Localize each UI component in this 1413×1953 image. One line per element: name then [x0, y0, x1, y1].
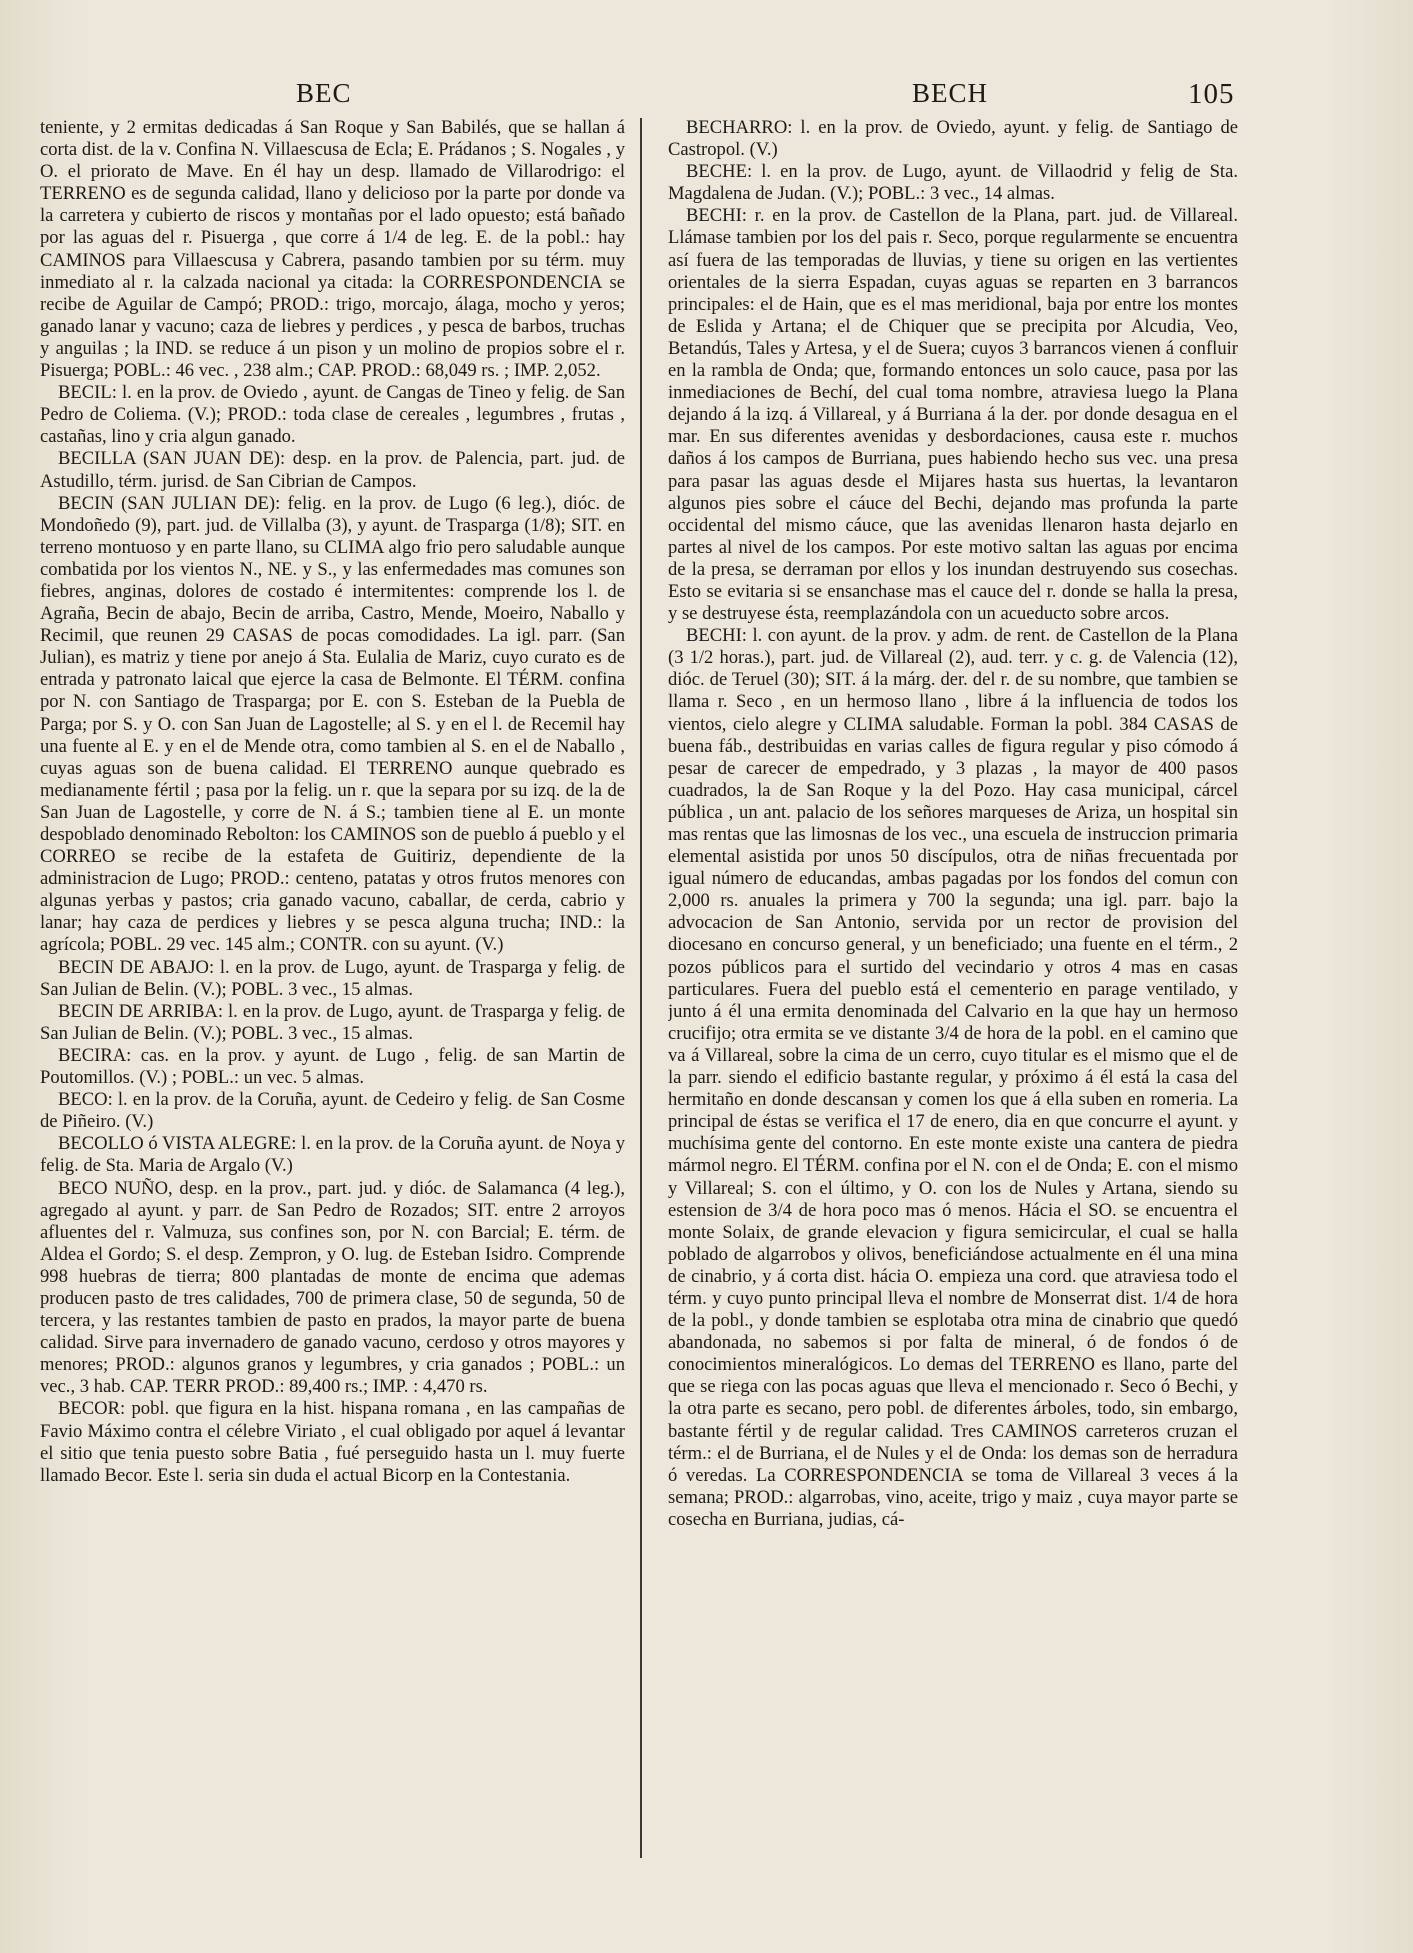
- column-divider: [640, 118, 642, 1858]
- left-column: [40, 117, 625, 1917]
- entry-becin: BECIN (SAN JULIAN DE): felig. en la prov. de Lugo (6 leg.), dióc. de Mondoñedo (9), part. jud. de Villalba (3), y ayunt. de Trasparga (1/8); SIT. en terreno montuoso y en parte llano, su CLIMA algo frio pero saludable aunque combatida por los vientos N., NE. y S., y las enfermedades mas comunes son fiebres, anginas, dolores de costado é intermitentes: comprende los l. de Agraña, Becin de abajo, Becin de arriba, Castro, Mende, Moeiro, Naballo y Recimil, que reunen 29 CASAS de pocas comodidades. La igl. parr. (San Julian), es matriz y tiene por anejo á Sta. Eulalia de Mariz, cuyo curato es de entrada y patronato laical que ejerce la casa de Belmonte. El TÉRM. confina por N. con Santiago de Trasparga; por E. con S. Esteban de la Puebla de Parga; por S. y O. con San Juan de Lagostelle; al S. y en el l. de Recemil hay una fuente al E. y en el de Mende otra, como tambien al S. en el de Naballo , cuyas aguas son de buena calidad. El TERRENO aunque quebrado es medianamente fértil ; pasa por la felig. un r. que la separa por su izq. de la de San Juan de Lagostelle, y corre de N. á S.; tambien tiene al E. un monte despoblado denominado Rebolton: los CAMINOS son de pueblo á pueblo y el CORREO se recibe de la estafeta de Guitiriz, dependiente de la administracion de Lugo; PROD.: centeno, patatas y otros frutos menores con algunas yerbas y pastos; cria ganado vacuno, caballar, de cerda, cabrio y lanar; hay caza de perdices y liebres y se pesca alguna trucha; IND.: la agrícola; POBL. 29 vec. 145 alm.; CONTR. con su ayunt. (V.): [40, 492, 625, 956]
- entry-continuation: teniente, y 2 ermitas dedicadas á San Roque y San Babilés, que se hallan á corta dist. de la v. Confina N. Villaescusa de Ecla; E. Prádanos ; S. Nogales , y O. el priorato de Mave. En él hay un desp. llamado de Villarodrigo: el TERRENO es de segunda calidad, llano y delicioso por la parte por donde va la carretera y cubierto de riscos y montañas por el lado opuesto; está bañado por las aguas del r. Pisuerga , que corre á 1/4 de leg. E. de la pobl.: hay CAMINOS para Villaescusa y Cabrera, pasando tambien por su térm. muy inmediato al r. la calzada nacional ya citada: la CORRESPONDENCIA se recibe de Aguilar de Campó; PROD.: trigo, morcajo, álaga, mocho y yeros; ganado lanar y vacuno; caza de liebres y perdices , y pesca de barbos, truchas y anguilas ; la IND. se reduce á un pison y un molino de propios sobre el r. Pisuerga; POBL.: 46 vec. , 238 alm.; CAP. PROD.: 68,049 rs. ; IMP. 2,052.: [40, 117, 625, 382]
- entry-becollo: BECOLLO ó VISTA ALEGRE: l. en la prov. de la Coruña ayunt. de Noya y felig. de Sta. Maria de Argalo (V.): [40, 1133, 625, 1177]
- entry-beco-nuno: BECO NUÑO, desp. en la prov., part. jud. y dióc. de Salamanca (4 leg.), agregado al ayunt. y parr. de San Pedro de Rozados; SIT. entre 2 arroyos afluentes del r. Valmuza, sus confines son, por N. con Barcial; E. térm. de Aldea el Gordo; S. el desp. Zempron, y O. lug. de Esteban Isidro. Comprende 998 huebras de tierra; 800 plantadas de monte de encima que ademas producen pasto de tres calidades, 700 de primera clase, 50 de segunda, 50 de tercera, y las restantes tambien de pasto en prados, la mayor parte de buena calidad. Sirve para invernadero de ganado vacuno, cerdoso y otros mayores y menores; PROD.: algunos granos y legumbres, y cria ganados ; POBL.: un vec., 3 hab. CAP. TERR PROD.: 89,400 rs.; IMP. : 4,470 rs.: [40, 1177, 625, 1398]
- entry-becor: BECOR: pobl. que figura en la hist. hispana romana , en las campañas de Favio Máximo contra el célebre Viriato , el cual obligado por aquel á levantar el sitio que tenia puesto sobre Batia , fué perseguido hasta un l. muy fuerte llamado Becor. Este l. seria sin duda el actual Bicorp en la Contestania.: [40, 1398, 625, 1486]
- entry-beche: BECHE: l. en la prov. de Lugo, ayunt. de Villaodrid y felig de Sta. Magdalena de Judan. (V.); POBL.: 3 vec., 14 almas.: [668, 161, 1238, 205]
- entry-becira: BECIRA: cas. en la prov. y ayunt. de Lugo , felig. de san Martin de Poutomillos. (V.) ; POBL.: un vec. 5 almas.: [40, 1044, 625, 1089]
- entry-becil: BECIL: l. en la prov. de Oviedo , ayunt. de Cangas de Tineo y felig. de San Pedro de Coliema. (V.); PROD.: toda clase de cereales , legumbres , frutas , castañas, lino y cria algun ganado.: [40, 382, 625, 448]
- entry-becilla: BECILLA (SAN JUAN DE): desp. en la prov. de Palencia, part. jud. de Astudillo, térm. jurisd. de San Cibrian de Campos.: [40, 448, 625, 492]
- entry-becin-de-arriba: BECIN DE ARRIBA: l. en la prov. de Lugo, ayunt. de Trasparga y felig. de San Julian de Belin. (V.); POBL. 3 vec., 15 almas.: [40, 1000, 625, 1044]
- entry-becharro: BECHARRO: l. en la prov. de Oviedo, ayunt. y felig. de Santiago de Castropol. (V.): [668, 117, 1238, 161]
- entry-bechi-town: BECHI: l. con ayunt. de la prov. y adm. de rent. de Castellon de la Plana (3 1/2 horas.), part. jud. de Villareal (2), aud. terr. y c. g. de Valencia (12), dióc. de Teruel (30); SIT. á la márg. der. del r. de su nombre, que tambien se llama r. Seco , en un hermoso llano , libre á la influencia de todos los vientos, cielo alegre y CLIMA saludable. Forman la pobl. 384 CASAS de buena fáb., destribuidas en varias calles de figura regular y piso cómodo á pesar de carecer de empedrado, y 3 plazas , la mayor de 400 pasos cuadrados, la de San Roque y la del Pozo. Hay casa municipal, cárcel pública , un ant. palacio de los señores marqueses de Ariza, un hospital sin mas rentas que las limosnas de los vec., una escuela de instruccion primaria elemental asistida por unos 50 discípulos, otra de niñas frecuentada por igual número de educandas, ambas pagadas por los fondos del comun con 2,000 rs. anuales la primera y 700 la segunda; una igl. parr. bajo la advocacion de San Antonio, servida por un rector de provision del diocesano en concurso general, y un beneficiado; una fuente en el térm., 2 pozos públicos para el surtido del vecindario y otros 4 mas en casas particulares. Fuera del pueblo está el cementerio en parage ventilado, y junto á él una ermita denominada del Calvario en la que hay un hermoso crucifijo; otra ermita se ve distante 3/4 de hora de la pobl. en el camino que va á Villareal, sobre la cima de un cerro, cuyo titular es el mismo que el de la parr. siendo el edificio bastante regular, y próximo á él está la casa del hermitaño en donde descansan y comen los que á ella suben en romeria. La principal de éstas se verifica el 17 de enero, dia en que concurre el ayunt. y muchísima gente del contorno. En este monte existe una cantera de piedra mármol negro. El TÉRM. confina por el N. con el de Onda; E. con el mismo y Villareal; S. con el último, y O. con los de Nules y Artana, siendo su estension de 3/4 de hora poco mas ó menos. Hácia el SO. se encuentra el monte Solaix, de grande elevacion y figura semicircular, el cual se halla poblado de algarrobos y olivos, beneficiándose actualmente en él una mina de cinabrio, y á corta dist. hácia O. empieza una cord. que atraviesa todo el térm. y cuyo punto principal lleva el nombre de Monserrat dist. 1/4 de hora de la pobl., y donde tambien se esplotaba otra mina de cinabrio que quedó abandonada, no sabemos si por falta de mineral, ó de fondos ó de conocimientos mineralógicos. Lo demas del TERRENO es llano, parte del que se riega con las pocas aguas que lleva el mencionado r. Seco ó Bechi, y la otra parte es secano, pero pobl. de diferentes árboles, todo, sin embargo, bastante fértil y de regular calidad. Tres CAMINOS carreteros cruzan el térm.: el de Burriana, el de Nules y el de Onda: los demas son de herradura ó veredas. La CORRESPONDENCIA se toma de Villareal 3 veces á la semana; PROD.: algarrobas, vino, aceite, trigo y maiz , cuya mayor parte se cosecha en Burriana, judias, cá-: [668, 625, 1238, 1530]
- entry-bechi-river: BECHI: r. en la prov. de Castellon de la Plana, part. jud. de Villareal. Llámase tambien por los del pais r. Seco, porque regularmente se encuentra así fuera de las temporadas de lluvias, y tiene su origen en las vertientes orientales de la sierra Espadan, cuyas aguas se reparten en 3 barrancos principales: el de Hain, que es el mas meridional, baja por entre los montes de Eslida y Artana; el de Chiquer que se precipita por Alcudia, Veo, Betandús, Tales y Artesa, y el de Suera; cuyos 3 barrancos vienen á confluir en la rambla de Onda; que, formando entonces un solo cauce, pasa por las inmediaciones de Bechí, del cual toma nombre, atraviesa luego la Plana dejando á la izq. á Villareal, y á Burriana á la der. por donde desagua en el mar. En sus diferentes avenidas y desbordaciones, causa este r. muchos daños á los campos de Burriana, pues habiendo hecho sus vec. una presa para pasar las aguas desde el Mijares hasta sus huertas, la levantaron algunos pies sobre el cáuce del Bechi, dejando mas profunda la parte occidental del mismo cáuce, que las avenidas llenaron hasta dejarlo en partes al nivel de los campos. Por este motivo saltan las aguas por encima de la presa, se derraman por ellos y los inundan destruyendo sus cosechas. Esto se evitaria si se ensanchase mas el cauce del r. donde se halla la presa, y se destruyese ésta, reemplazándola con un acueducto sobre arcos.: [668, 205, 1238, 625]
- entry-beco: BECO: l. en la prov. de la Coruña, ayunt. de Cedeiro y felig. de San Cosme de Piñeiro. (V.): [40, 1089, 625, 1133]
- right-column: [668, 117, 1238, 1917]
- entry-becin-de-abajo: BECIN DE ABAJO: l. en la prov. de Lugo, ayunt. de Trasparga y felig. de San Julian de Belin. (V.); POBL. 3 vec., 15 almas.: [40, 956, 625, 1000]
- left-running-head: BEC: [296, 78, 352, 108]
- page-number: 105: [1188, 78, 1235, 110]
- right-running-head: BECH: [912, 78, 989, 108]
